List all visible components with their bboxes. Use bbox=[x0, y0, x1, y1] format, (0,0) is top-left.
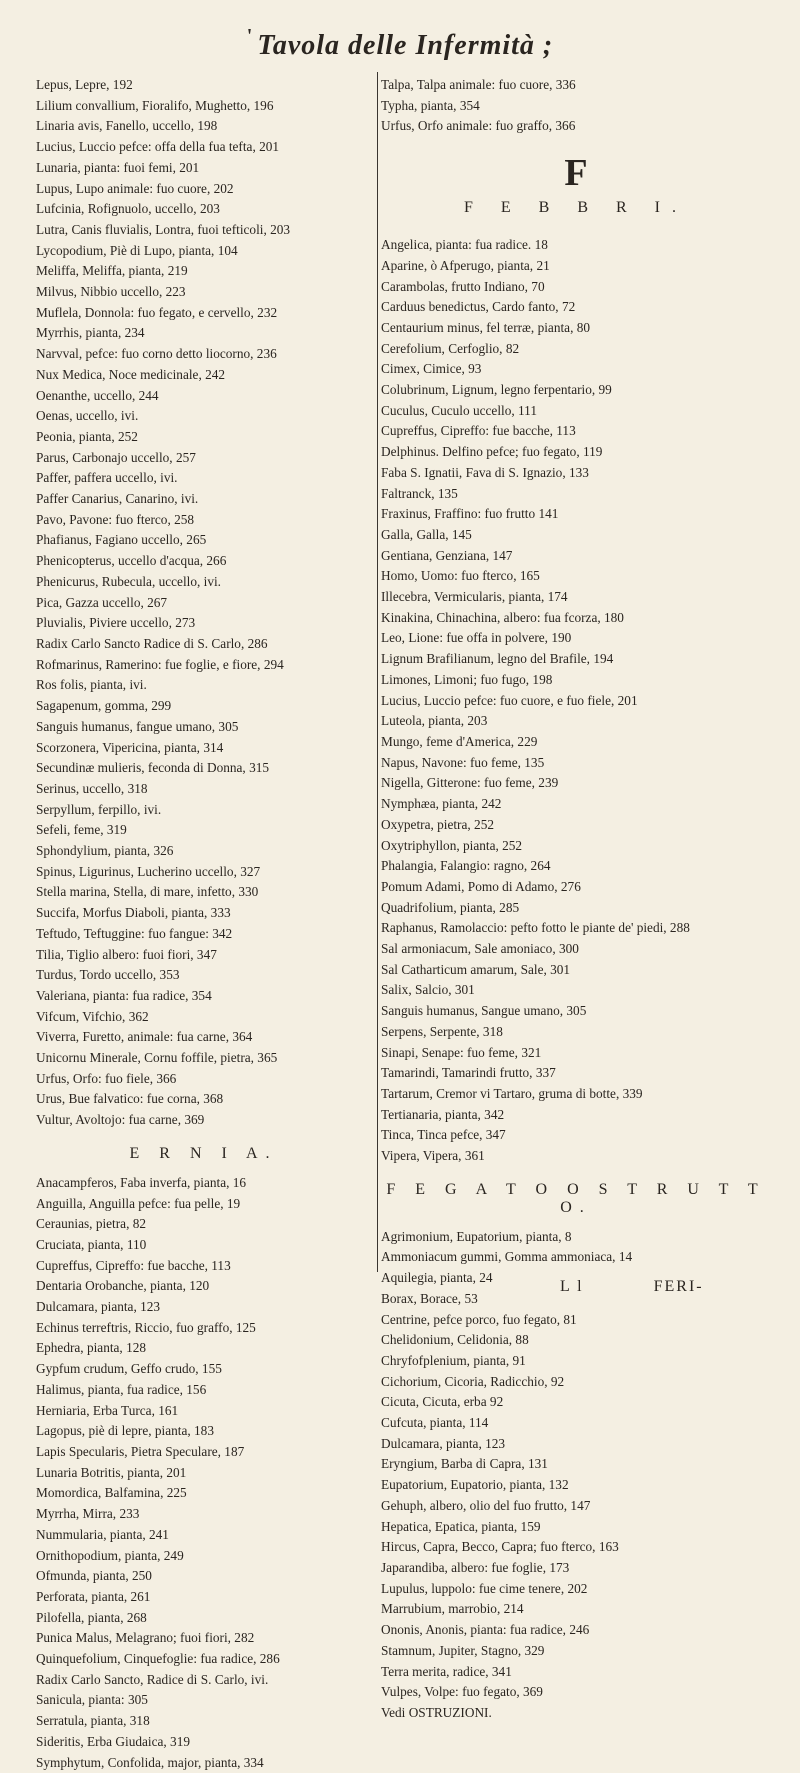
index-entry: Symphytum, Confolida, major, pianta, 334 bbox=[36, 1754, 264, 1770]
index-entry: Lucius, Luccio pefce: offa della fua tefta, 201 bbox=[36, 139, 280, 155]
index-entry: Angelica, pianta: fua radice. 18 bbox=[381, 237, 548, 253]
index-entry: Teftudo, Teftuggine: fuo fangue: 342 bbox=[36, 925, 233, 941]
index-entry: Urfus, Orfo: fuo fiele, 366 bbox=[36, 1070, 177, 1086]
left-entry-list bbox=[36, 75, 371, 1131]
index-entry: Mungo, feme d'America, 229 bbox=[381, 733, 538, 749]
header-mark: ' bbox=[246, 25, 254, 47]
index-entry: Tamarindi, Tamarindi frutto, 337 bbox=[381, 1065, 556, 1081]
index-entry: Centaurium minus, fel terræ, pianta, 80 bbox=[381, 319, 591, 335]
index-entry: Ofmunda, pianta, 250 bbox=[36, 1568, 152, 1584]
index-entry: Sphondylium, pianta, 326 bbox=[36, 843, 174, 859]
index-entry: Echinus terreftris, Riccio, fuo graffo, 125 bbox=[36, 1319, 256, 1335]
right-entry-list-febbri bbox=[381, 235, 771, 1167]
right-entry-list-fegato bbox=[381, 1227, 771, 1724]
index-entry: Phalangia, Falangio: ragno, 264 bbox=[381, 858, 551, 874]
index-entry: Dentaria Orobanche, pianta, 120 bbox=[36, 1278, 210, 1294]
index-entry: Tinca, Tinca pefce, 347 bbox=[381, 1127, 506, 1143]
index-entry: Viverra, Furetto, animale: fua carne, 364 bbox=[36, 1029, 253, 1045]
index-entry: Vultur, Avoltojo: fua carne, 369 bbox=[36, 1112, 205, 1128]
index-entry: Serratula, pianta, 318 bbox=[36, 1713, 150, 1729]
index-entry: Quadrifolium, pianta, 285 bbox=[381, 899, 520, 915]
index-entry: Ephedra, pianta, 128 bbox=[36, 1340, 147, 1356]
index-entry: Illecebra, Vermicularis, pianta, 174 bbox=[381, 589, 568, 605]
index-entry: Nymphæa, pianta, 242 bbox=[381, 796, 502, 812]
index-entry: Vedi OSTRUZIONI. bbox=[381, 1704, 492, 1720]
index-entry: Hircus, Capra, Becco, Capra; fuo fterco, 163 bbox=[381, 1539, 619, 1555]
index-entry: Sal Catharticum amarum, Sale, 301 bbox=[381, 961, 571, 977]
index-entry: Paffer, paffera uccello, ivi. bbox=[36, 470, 178, 486]
index-entry: Vifcum, Vifchio, 362 bbox=[36, 1008, 149, 1024]
index-entry: Cufcuta, pianta, 114 bbox=[381, 1415, 489, 1431]
index-entry: Pica, Gazza uccello, 267 bbox=[36, 594, 168, 610]
right-entry-list bbox=[381, 75, 771, 137]
index-entry: Hepatica, Epatica, pianta, 159 bbox=[381, 1518, 541, 1534]
index-entry: Gypfum crudum, Geffo crudo, 155 bbox=[36, 1361, 222, 1377]
index-entry: Nummularia, pianta, 241 bbox=[36, 1526, 169, 1542]
index-entry: Faba S. Ignatii, Fava di S. Ignazio, 133 bbox=[381, 464, 589, 480]
index-entry: Lunaria, pianta: fuoi femi, 201 bbox=[36, 159, 200, 175]
index-entry: Kinakina, Chinachina, albero: fua fcorza, 180 bbox=[381, 609, 624, 625]
index-entry: Agrimonium, Eupatorium, pianta, 8 bbox=[381, 1228, 572, 1244]
index-entry: Myrrha, Mirra, 233 bbox=[36, 1506, 140, 1522]
index-entry: Pluvialis, Piviere uccello, 273 bbox=[36, 615, 196, 631]
index-entry: Cupreffus, Cipreffo: fue bacche, 113 bbox=[381, 423, 576, 439]
index-entry: Sideritis, Erba Giudaica, 319 bbox=[36, 1733, 190, 1749]
index-entry: Vulpes, Volpe: fuo fegato, 369 bbox=[381, 1684, 543, 1700]
index-entry: Succifa, Morfus Diaboli, pianta, 333 bbox=[36, 905, 231, 921]
index-entry: Talpa, Talpa animale: fuo cuore, 336 bbox=[381, 77, 576, 92]
section-title-febbri: F E B B R I. bbox=[463, 199, 688, 217]
index-entry: Sinapi, Senape: fuo feme, 321 bbox=[381, 1044, 542, 1060]
index-entry: Sanicula, pianta: 305 bbox=[36, 1692, 148, 1708]
index-entry: Perforata, pianta, 261 bbox=[36, 1588, 151, 1604]
index-entry: Urus, Bue falvatico: fue corna, 368 bbox=[36, 1091, 224, 1107]
index-entry: Borax, Borace, 53 bbox=[381, 1290, 478, 1306]
index-entry: Radix Carlo Sancto Radice di S. Carlo, 286 bbox=[36, 635, 268, 651]
right-column bbox=[381, 75, 771, 1724]
index-entry: Salix, Salcio, 301 bbox=[381, 982, 475, 998]
index-entry: Secundinæ mulieris, feconda di Donna, 315 bbox=[36, 760, 270, 776]
index-entry: Anacampferos, Faba inverfa, pianta, 16 bbox=[36, 1174, 247, 1190]
index-entry: Rofmarinus, Ramerino: fue foglie, e fiore, 294 bbox=[36, 656, 284, 672]
index-entry: Nux Medica, Noce medicinale, 242 bbox=[36, 366, 226, 382]
index-entry: Cimex, Cimice, 93 bbox=[381, 361, 482, 377]
index-entry: Sal armoniacum, Sale amoniaco, 300 bbox=[381, 941, 579, 957]
index-entry: Cicuta, Cicuta, erba 92 bbox=[381, 1394, 504, 1410]
index-entry: Cichorium, Cicoria, Radicchio, 92 bbox=[381, 1373, 565, 1389]
index-entry: Cerefolium, Cerfoglio, 82 bbox=[381, 340, 520, 356]
index-entry: Delphinus. Delfino pefce; fuo fegato, 119 bbox=[381, 444, 603, 460]
index-entry: Lupus, Lupo animale: fuo cuore, 202 bbox=[36, 180, 234, 196]
index-entry: Lilium convallium, Fioralifo, Mughetto, 196 bbox=[36, 97, 274, 113]
index-entry: Lagopus, piè di lepre, pianta, 183 bbox=[36, 1423, 214, 1439]
index-entry: Unicornu Minerale, Cornu foffile, pietra, 365 bbox=[36, 1050, 278, 1066]
index-entry: Tilia, Tiglio albero: fuoi fiori, 347 bbox=[36, 946, 217, 962]
index-entry: Cupreffus, Cipreffo: fue bacche, 113 bbox=[36, 1257, 231, 1273]
index-entry: Serinus, uccello, 318 bbox=[36, 780, 148, 796]
header-title: Tavola delle Infermità ; bbox=[257, 30, 554, 61]
index-entry: Luteola, pianta, 203 bbox=[381, 713, 488, 729]
index-entry: Cuculus, Cuculo uccello, 111 bbox=[381, 402, 537, 418]
index-entry: Narvval, pefce: fuo corno detto liocorno, 236 bbox=[36, 346, 277, 362]
index-entry: Serpyllum, ferpillo, ivi. bbox=[36, 801, 162, 817]
index-entry: Ceraunias, pietra, 82 bbox=[36, 1216, 147, 1232]
index-entry: Spinus, Ligurinus, Lucherino uccello, 327 bbox=[36, 863, 261, 879]
index-entry: Paffer Canarius, Canarino, ivi. bbox=[36, 491, 199, 507]
index-entry: Napus, Navone: fuo feme, 135 bbox=[381, 754, 545, 770]
index-entry: Pavo, Pavone: fuo fterco, 258 bbox=[36, 511, 195, 527]
index-entry: Myrrhis, pianta, 234 bbox=[36, 325, 145, 341]
index-entry: Quinquefolium, Cinquefoglie: fua radice, 286 bbox=[36, 1651, 280, 1667]
index-entry: Oenas, uccello, ivi. bbox=[36, 408, 139, 424]
index-entry: Dulcamara, pianta, 123 bbox=[36, 1299, 161, 1315]
index-entry: Centrine, pefce porco, fuo fegato, 81 bbox=[381, 1311, 577, 1327]
section-title-ernia: E R N I A. bbox=[129, 1144, 278, 1162]
index-entry: Homo, Uomo: fuo fterco, 165 bbox=[381, 568, 540, 584]
index-entry: Oxypetra, pietra, 252 bbox=[381, 816, 494, 832]
section-title-fegato: F E G A T O O S T R U T T O. bbox=[386, 1180, 766, 1216]
index-entry: Carambolas, frutto Indiano, 70 bbox=[381, 278, 545, 294]
index-entry: Vipera, Vipera, 361 bbox=[381, 1148, 485, 1164]
index-entry: Anguilla, Anguilla pefce: fua pelle, 19 bbox=[36, 1195, 241, 1211]
index-entry: Phafianus, Fagiano uccello, 265 bbox=[36, 532, 207, 548]
index-entry: Gehuph, albero, olio del fuo frutto, 147 bbox=[381, 1497, 591, 1513]
index-entry: Aquilegia, pianta, 24 bbox=[381, 1270, 493, 1286]
index-entry: Lapis Specularis, Pietra Speculare, 187 bbox=[36, 1444, 245, 1459]
index-entry: Colubrinum, Lignum, legno ferpentario, 99 bbox=[381, 382, 612, 398]
column-divider bbox=[377, 72, 378, 1272]
index-entry: Meliffa, Meliffa, pianta, 219 bbox=[36, 263, 188, 279]
index-entry: Lycopodium, Piè di Lupo, pianta, 104 bbox=[36, 242, 238, 258]
index-entry: Lucius, Luccio pefce: fuo cuore, e fuo fiele, 201 bbox=[381, 692, 638, 708]
index-entry: Punica Malus, Melagrano; fuoi fiori, 282 bbox=[36, 1630, 255, 1646]
index-entry: Phenicurus, Rubecula, uccello, ivi. bbox=[36, 573, 222, 589]
index-entry: Lutra, Canis fluvialis, Lontra, fuoi tefticoli, 203 bbox=[36, 221, 291, 237]
index-entry: Limones, Limoni; fuo fugo, 198 bbox=[381, 671, 553, 687]
index-entry: Scorzonera, Vipericina, pianta, 314 bbox=[36, 739, 224, 755]
index-entry: Urfus, Orfo animale: fuo graffo, 366 bbox=[381, 118, 576, 134]
catchword: FERI- bbox=[653, 1278, 704, 1295]
index-entry: Muflela, Donnola: fuo fegato, e cervello, 232 bbox=[36, 304, 278, 320]
index-entry: Aparine, ò Afperugo, pianta, 21 bbox=[381, 257, 550, 273]
index-entry: Lepus, Lepre, 192 bbox=[36, 77, 133, 92]
left-column bbox=[36, 75, 371, 1773]
index-entry: Sanguis humanus, fangue umano, 305 bbox=[36, 718, 239, 734]
index-entry: Eryngium, Barba di Capra, 131 bbox=[381, 1456, 548, 1472]
index-entry: Phenicopterus, uccello d'acqua, 266 bbox=[36, 553, 227, 569]
index-entry: Ononis, Anonis, pianta: fua radice, 246 bbox=[381, 1622, 590, 1638]
index-entry: Marrubium, marrobio, 214 bbox=[381, 1601, 524, 1617]
index-entry: Japarandiba, albero: fue foglie, 173 bbox=[381, 1560, 570, 1575]
index-entry: Sefeli, feme, 319 bbox=[36, 822, 127, 838]
page-title bbox=[0, 25, 800, 62]
index-entry: Chryfofplenium, pianta, 91 bbox=[381, 1352, 526, 1368]
index-entry: Pilofella, pianta, 268 bbox=[36, 1609, 147, 1625]
index-entry: Peonia, pianta, 252 bbox=[36, 428, 138, 444]
signature-mark: L l bbox=[560, 1278, 584, 1295]
index-entry: Eupatorium, Eupatorio, pianta, 132 bbox=[381, 1477, 569, 1493]
index-entry: Pomum Adami, Pomo di Adamo, 276 bbox=[381, 878, 581, 894]
index-entry: Radix Carlo Sancto, Radice di S. Carlo, ivi. bbox=[36, 1671, 269, 1687]
index-entry: Lunaria Botritis, pianta, 201 bbox=[36, 1464, 187, 1480]
index-entry: Dulcamara, pianta, 123 bbox=[381, 1435, 506, 1451]
index-entry: Nigella, Gitterone: fuo feme, 239 bbox=[381, 775, 559, 791]
index-entry: Ornithopodium, pianta, 249 bbox=[36, 1547, 184, 1563]
index-entry: Stamnum, Jupiter, Stagno, 329 bbox=[381, 1642, 545, 1658]
index-entry: Parus, Carbonajo uccello, 257 bbox=[36, 449, 196, 465]
index-entry: Typha, pianta, 354 bbox=[381, 97, 480, 113]
index-entry: Oenanthe, uccello, 244 bbox=[36, 387, 159, 403]
index-entry: Milvus, Nibbio uccello, 223 bbox=[36, 284, 186, 300]
section-letter: F bbox=[564, 152, 588, 195]
index-entry: Fraxinus, Fraffino: fuo frutto 141 bbox=[381, 506, 559, 522]
left-entry-list-ernia bbox=[36, 1173, 371, 1773]
index-entry: Terra merita, radice, 341 bbox=[381, 1663, 512, 1679]
index-entry: Tertianaria, pianta, 342 bbox=[381, 1106, 505, 1122]
index-entry: Momordica, Balfamina, 225 bbox=[36, 1485, 187, 1501]
index-entry: Ros folis, pianta, ivi. bbox=[36, 677, 147, 693]
index-entry: Lupulus, luppolo: fue cime tenere, 202 bbox=[381, 1580, 588, 1596]
index-entry: Galla, Galla, 145 bbox=[381, 526, 472, 542]
index-entry: Carduus benedictus, Cardo fanto, 72 bbox=[381, 299, 576, 315]
index-entry: Lufcinia, Rofignuolo, uccello, 203 bbox=[36, 201, 220, 217]
index-entry: Sanguis humanus, Sangue umano, 305 bbox=[381, 1003, 587, 1019]
index-entry: Tartarum, Cremor vi Tartaro, gruma di botte, 339 bbox=[381, 1085, 643, 1101]
index-entry: Raphanus, Ramolaccio: pefto fotto le piante de' piedi, 288 bbox=[381, 920, 690, 936]
index-entry: Gentiana, Genziana, 147 bbox=[381, 547, 513, 563]
index-entry: Chelidonium, Celidonia, 88 bbox=[381, 1332, 529, 1348]
page-footer bbox=[560, 1278, 774, 1296]
index-entry: Turdus, Tordo uccello, 353 bbox=[36, 967, 180, 983]
index-entry: Leo, Lione: fue offa in polvere, 190 bbox=[381, 630, 572, 646]
index-entry: Herniaria, Erba Turca, 161 bbox=[36, 1402, 179, 1418]
index-entry: Faltranck, 135 bbox=[381, 485, 458, 501]
index-entry: Valeriana, pianta: fua radice, 354 bbox=[36, 987, 212, 1003]
index-entry: Linaria avis, Fanello, uccello, 198 bbox=[36, 118, 218, 134]
index-entry: Ammoniacum gummi, Gomma ammoniaca, 14 bbox=[381, 1249, 633, 1265]
index-entry: Lignum Brafilianum, legno del Brafile, 194 bbox=[381, 651, 614, 667]
index-entry: Serpens, Serpente, 318 bbox=[381, 1023, 503, 1039]
index-entry: Stella marina, Stella, di mare, infetto, 330 bbox=[36, 884, 259, 900]
index-entry: Cruciata, pianta, 110 bbox=[36, 1236, 147, 1252]
index-entry: Oxytriphyllon, pianta, 252 bbox=[381, 837, 523, 853]
index-entry: Sagapenum, gomma, 299 bbox=[36, 698, 172, 714]
index-entry: Halimus, pianta, fua radice, 156 bbox=[36, 1381, 207, 1397]
